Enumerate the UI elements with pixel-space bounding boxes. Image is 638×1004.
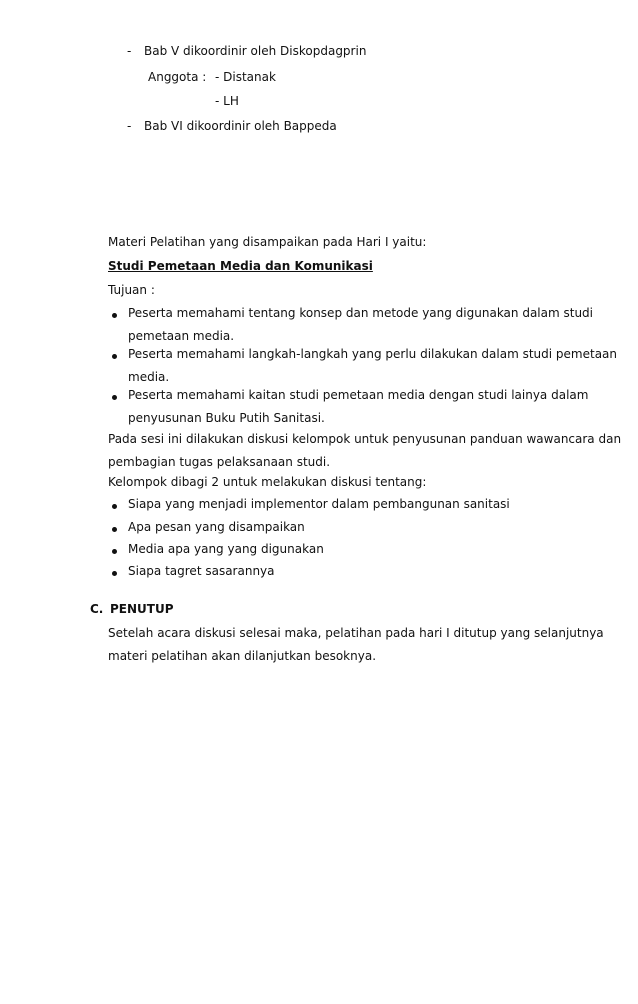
section-title: PENUTUP	[110, 602, 174, 616]
diskusi-item-2: Apa pesan yang disampaikan	[128, 520, 305, 534]
tujuan-item-1-line-1: Peserta memahami tentang konsep dan metode yang digunakan dalam studi	[128, 306, 594, 320]
tujuan-item-2-line-1: Peserta memahami langkah-langkah yang perlu dilakukan dalam studi pemetaan	[128, 347, 617, 361]
bullet-icon	[112, 527, 117, 532]
anggota-label: Anggota :	[148, 70, 207, 84]
anggota-member-lh: - LH	[215, 94, 239, 108]
diskusi-item-4: Siapa tagret sasarannya	[128, 564, 275, 578]
section-letter: C.	[90, 602, 104, 616]
bullet-icon	[112, 313, 117, 318]
penutup-line-2: materi pelatihan akan dilanjutkan besoknya.	[108, 649, 377, 663]
tujuan-item-3-line-1: Peserta memahami kaitan studi pemetaan media dengan studi lainya dalam	[128, 388, 589, 402]
list-item-bab-v: Bab V dikoordinir oleh Diskopdagprin	[144, 44, 367, 58]
kelompok-line: Kelompok dibagi 2 untuk melakukan diskusi tentang:	[108, 475, 427, 489]
tujuan-item-3-line-2: penyusunan Buku Putih Sanitasi.	[128, 411, 325, 425]
materi-intro: Materi Pelatihan yang disampaikan pada Hari I yaitu:	[108, 235, 427, 249]
bullet-icon	[112, 504, 117, 509]
anggota-member-distanak: - Distanak	[215, 70, 276, 84]
penutup-line-1: Setelah acara diskusi selesai maka, pelatihan pada hari I ditutup yang selanjutnya	[108, 626, 604, 640]
tujuan-item-1-line-2: pemetaan media.	[128, 329, 235, 343]
bullet-icon	[112, 549, 117, 554]
sesi-paragraph-line-2: pembagian tugas pelaksanaan studi.	[108, 455, 331, 469]
list-dash: -	[127, 44, 132, 58]
diskusi-item-3: Media apa yang yang digunakan	[128, 542, 324, 556]
list-dash: -	[127, 119, 132, 133]
tujuan-label: Tujuan :	[108, 283, 155, 297]
bullet-icon	[112, 571, 117, 576]
section-heading: Studi Pemetaan Media dan Komunikasi	[108, 259, 373, 273]
bullet-icon	[112, 395, 117, 400]
diskusi-item-1: Siapa yang menjadi implementor dalam pembangunan sanitasi	[128, 497, 510, 511]
list-item-bab-vi: Bab VI dikoordinir oleh Bappeda	[144, 119, 337, 133]
tujuan-item-2-line-2: media.	[128, 370, 170, 384]
bullet-icon	[112, 354, 117, 359]
sesi-paragraph-line-1: Pada sesi ini dilakukan diskusi kelompok untuk penyusunan panduan wawancara dan	[108, 432, 622, 446]
